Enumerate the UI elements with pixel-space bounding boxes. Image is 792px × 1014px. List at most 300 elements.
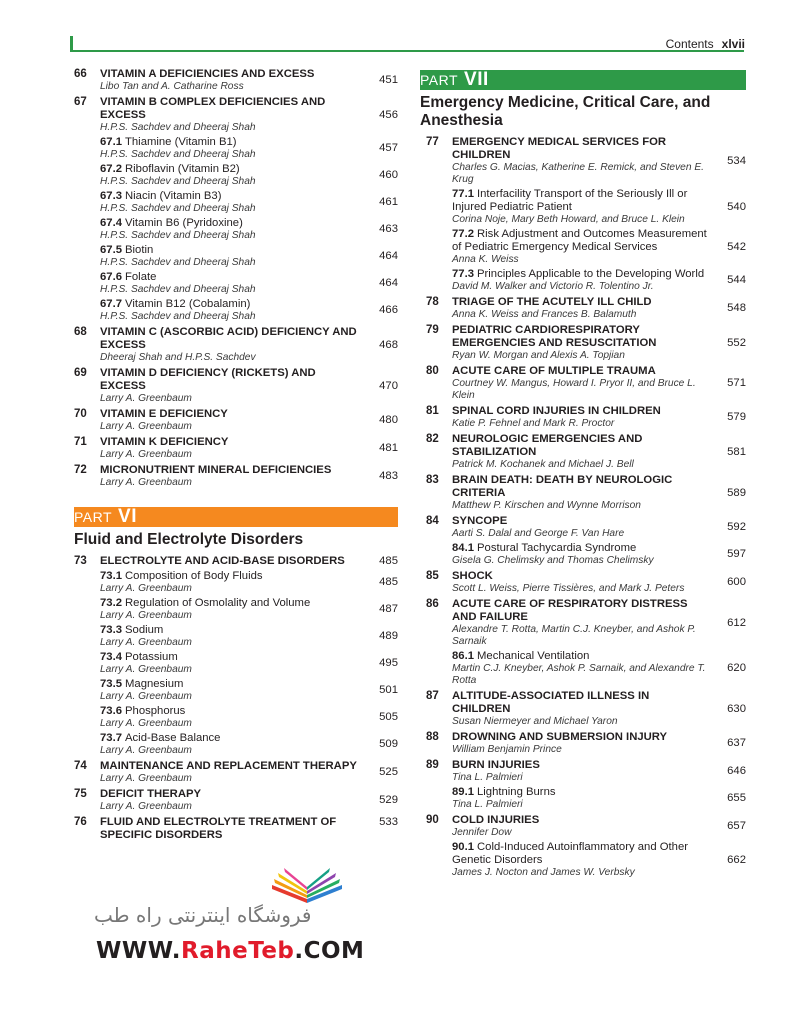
entry-number: 90 xyxy=(426,814,439,826)
subentry-title xyxy=(452,786,710,799)
subentry-body xyxy=(100,570,362,595)
entry-title: ELECTROLYTE AND ACID-BASE DISORDERS xyxy=(100,555,345,567)
toc-subentry[interactable] xyxy=(426,268,746,293)
subentry-page-number: 597 xyxy=(727,548,746,560)
entry-body xyxy=(100,788,362,813)
entry-title: DEFICIT THERAPY xyxy=(100,788,202,800)
entry-number: 74 xyxy=(74,760,87,772)
entry-title: VITAMIN B COMPLEX DEFICIENCIES AND EXCESS xyxy=(100,96,326,121)
subentry-title-text: Postural Tachycardia Syndrome xyxy=(477,542,637,554)
subentry-number: 77.3 xyxy=(452,268,474,280)
entry-number: 83 xyxy=(426,474,439,486)
subentry-title xyxy=(100,624,362,637)
entry-number: 88 xyxy=(426,731,439,743)
entry-authors: Larry A. Greenbaum xyxy=(100,393,192,404)
toc-subentry[interactable] xyxy=(74,678,398,703)
toc-entry[interactable] xyxy=(426,759,746,784)
entry-authors: Susan Niermeyer and Michael Yaron xyxy=(452,716,618,727)
subentry-title xyxy=(100,298,362,311)
toc-entry[interactable] xyxy=(426,814,746,839)
watermark-brand: RaheTeb xyxy=(180,938,295,964)
subentry-title xyxy=(452,228,710,254)
subentry-title-text: Vitamin B6 (Pyridoxine) xyxy=(125,217,243,229)
subentry-body xyxy=(100,163,362,188)
subentry-body xyxy=(452,841,710,879)
subentry-number: 73.3 xyxy=(100,624,122,636)
entry-authors: Matthew P. Kirschen and Wynne Morrison xyxy=(452,500,641,511)
entry-page-number: 612 xyxy=(727,616,746,629)
subentry-title xyxy=(100,570,362,583)
subentry-body xyxy=(452,268,710,293)
subentry-title-text: Mechanical Ventilation xyxy=(477,650,590,662)
subentry-title xyxy=(452,841,710,867)
subentry-authors: Corina Noje, Mary Beth Howard, and Bruce L. Klein xyxy=(452,214,685,225)
subentry-page-number: 485 xyxy=(379,576,398,588)
entry-authors: Aarti S. Dalal and George F. Van Hare xyxy=(452,528,625,539)
subentry-page-number: 505 xyxy=(379,711,398,723)
subentry-page-number: 463 xyxy=(379,223,398,235)
entry-page-number: 468 xyxy=(379,338,398,351)
entry-body xyxy=(452,598,710,648)
toc-subentry[interactable] xyxy=(426,228,746,266)
subentry-number: 73.7 xyxy=(100,732,122,744)
entry-authors: Jennifer Dow xyxy=(452,827,512,838)
subentry-title-text: Riboflavin (Vitamin B2) xyxy=(125,163,240,175)
entry-body xyxy=(100,816,362,842)
subentry-authors: H.P.S. Sachdev and Dheeraj Shah xyxy=(100,284,256,295)
subentry-number: 67.1 xyxy=(100,136,122,148)
entry-number: 72 xyxy=(74,464,87,476)
entry-page-number: 646 xyxy=(727,765,746,777)
subentry-title xyxy=(100,597,362,610)
subentry-title xyxy=(100,678,362,691)
subentry-authors: Larry A. Greenbaum xyxy=(100,718,192,729)
subentry-title-text: Acid-Base Balance xyxy=(125,732,221,744)
entry-number: 89 xyxy=(426,759,439,771)
entry-authors: H.P.S. Sachdev and Dheeraj Shah xyxy=(100,122,256,133)
entry-body xyxy=(452,405,710,430)
entry-page-number: 581 xyxy=(727,445,746,458)
entry-body xyxy=(452,814,710,839)
entry-title: SHOCK xyxy=(452,570,493,582)
subentry-number: 67.4 xyxy=(100,217,122,229)
subentry-title xyxy=(100,136,362,149)
toc-subentry[interactable] xyxy=(426,650,746,687)
entry-body xyxy=(100,555,362,568)
entry-page-number: 571 xyxy=(727,377,746,389)
subentry-authors: Larry A. Greenbaum xyxy=(100,745,192,756)
entry-body xyxy=(100,408,362,433)
toc-entry[interactable] xyxy=(426,598,746,648)
subentry-authors: Larry A. Greenbaum xyxy=(100,637,192,648)
entry-title: EMERGENCY MEDICAL SERVICES FOR CHILDREN xyxy=(452,136,667,161)
entry-title: SYNCOPE xyxy=(452,515,508,527)
entry-number: 85 xyxy=(426,570,439,582)
entry-page-number: 525 xyxy=(379,766,398,778)
toc-subentry[interactable] xyxy=(74,624,398,649)
subentry-number: 67.5 xyxy=(100,244,122,256)
toc-entry[interactable] xyxy=(74,96,398,134)
subentry-page-number: 464 xyxy=(379,250,398,262)
toc-entry[interactable] xyxy=(74,326,398,364)
entry-authors: Tina L. Palmieri xyxy=(452,772,523,783)
subentry-authors: Larry A. Greenbaum xyxy=(100,691,192,702)
subentry-body xyxy=(100,651,362,676)
toc-entry[interactable] xyxy=(74,367,398,405)
header-rule xyxy=(70,50,744,52)
entry-body xyxy=(100,464,362,489)
subentry-title-text: Cold-Induced Autoinflammatory and Other Genetic Disorders xyxy=(452,841,688,866)
subentry-body xyxy=(100,597,362,622)
subentry-number: 73.6 xyxy=(100,705,122,717)
left-column xyxy=(74,68,398,842)
entry-title: MICRONUTRIENT MINERAL DEFICIENCIES xyxy=(100,464,332,476)
subentry-authors: H.P.S. Sachdev and Dheeraj Shah xyxy=(100,176,256,187)
right-column xyxy=(420,70,746,879)
subentry-title xyxy=(452,268,710,281)
subentry-number: 84.1 xyxy=(452,542,474,554)
entry-number: 76 xyxy=(74,816,87,828)
entry-authors: Katie P. Fehnel and Mark R. Proctor xyxy=(452,418,615,429)
entry-page-number: 483 xyxy=(379,470,398,482)
subentry-body xyxy=(100,624,362,649)
subentry-title-text: Niacin (Vitamin B3) xyxy=(125,190,222,202)
entry-body xyxy=(100,760,362,785)
subentry-page-number: 501 xyxy=(379,684,398,696)
entry-body xyxy=(452,474,710,512)
entry-number: 66 xyxy=(74,68,87,80)
entry-title: VITAMIN C (ASCORBIC ACID) DEFICIENCY AND EXCESS xyxy=(100,326,357,351)
entry-title: BURN INJURIES xyxy=(452,759,540,771)
toc-entry[interactable] xyxy=(74,68,398,93)
entry-page-number: 470 xyxy=(379,379,398,392)
subentry-number: 86.1 xyxy=(452,650,474,662)
subentry-title xyxy=(452,650,710,663)
subentry-body xyxy=(100,678,362,703)
toc-entry[interactable] xyxy=(426,365,746,402)
subentry-authors: Martin C.J. Kneyber, Ashok P. Sarnaik, and Alexandre T. Rotta xyxy=(452,663,706,686)
subentry-title xyxy=(100,651,362,664)
subentry-page-number: 540 xyxy=(727,200,746,213)
entry-title: NEUROLOGIC EMERGENCIES AND STABILIZATION xyxy=(452,433,643,458)
entry-authors: Dheeraj Shah and H.P.S. Sachdev xyxy=(100,352,256,363)
part-label: PART xyxy=(74,509,113,525)
subentry-page-number: 457 xyxy=(379,142,398,154)
entry-number: 69 xyxy=(74,367,87,379)
entry-body xyxy=(452,365,710,402)
subentry-title xyxy=(100,244,362,257)
toc-entry[interactable] xyxy=(426,324,746,362)
subentry-number: 67.6 xyxy=(100,271,122,283)
entry-page-number: 485 xyxy=(379,555,398,567)
entry-authors: Anna K. Weiss and Frances B. Balamuth xyxy=(452,309,637,320)
subentry-authors: H.P.S. Sachdev and Dheeraj Shah xyxy=(100,311,256,322)
entry-authors: Courtney W. Mangus, Howard I. Pryor II, and Bruce L. Klein xyxy=(452,378,696,401)
toc-entry[interactable] xyxy=(426,731,746,756)
subentry-authors: James J. Nocton and James W. Verbsky xyxy=(452,867,635,878)
subentry-authors: H.P.S. Sachdev and Dheeraj Shah xyxy=(100,149,256,160)
entry-body xyxy=(452,570,710,595)
subentry-number: 77.2 xyxy=(452,228,474,240)
subentry-body xyxy=(100,190,362,215)
toc-subentry[interactable] xyxy=(426,188,746,226)
toc-entry[interactable] xyxy=(74,408,398,433)
subentry-title-text: Principles Applicable to the Developing World xyxy=(477,268,705,280)
part-heading xyxy=(74,507,398,549)
subentry-number: 89.1 xyxy=(452,786,474,798)
entry-authors: Larry A. Greenbaum xyxy=(100,773,192,784)
part-numeral: VI xyxy=(118,506,137,527)
part-title: Emergency Medicine, Critical Care, and Anesthesia xyxy=(420,94,711,129)
entry-title: MAINTENANCE AND REPLACEMENT THERAPY xyxy=(100,760,357,772)
subentry-body xyxy=(452,542,710,567)
subentry-page-number: 655 xyxy=(727,792,746,804)
entry-body xyxy=(452,515,710,540)
entry-title: ACUTE CARE OF RESPIRATORY DISTRESS AND FAILURE xyxy=(452,598,688,623)
entry-body xyxy=(452,136,710,186)
subentry-number: 73.4 xyxy=(100,651,122,663)
entry-authors: Alexandre T. Rotta, Martin C.J. Kneyber, and Ashok P. Sarnaik xyxy=(452,624,696,647)
entry-authors: Larry A. Greenbaum xyxy=(100,801,192,812)
entry-title: COLD INJURIES xyxy=(452,814,540,826)
subentry-title-text: Phosphorus xyxy=(125,705,186,717)
entry-title: VITAMIN A DEFICIENCIES AND EXCESS xyxy=(100,68,315,80)
watermark-www: WWW. xyxy=(96,938,181,964)
subentry-title-text: Composition of Body Fluids xyxy=(125,570,263,582)
entry-authors: William Benjamin Prince xyxy=(452,744,562,755)
toc-subentry[interactable] xyxy=(426,841,746,879)
subentry-title xyxy=(100,217,362,230)
subentry-page-number: 487 xyxy=(379,603,398,615)
subentry-title-text: Vitamin B12 (Cobalamin) xyxy=(125,298,251,310)
entry-number: 81 xyxy=(426,405,439,417)
entry-body xyxy=(452,296,710,321)
subentry-authors: Gisela G. Chelimsky and Thomas Chelimsky xyxy=(452,555,654,566)
entry-page-number: 548 xyxy=(727,302,746,314)
entry-title: VITAMIN K DEFICIENCY xyxy=(100,436,229,448)
toc-entry[interactable] xyxy=(426,433,746,471)
entry-authors: Larry A. Greenbaum xyxy=(100,477,192,488)
subentry-title xyxy=(100,705,362,718)
part-bar xyxy=(420,70,746,90)
toc-entry[interactable] xyxy=(426,690,746,728)
toc-subentry[interactable] xyxy=(74,570,398,595)
entry-title: FLUID AND ELECTROLYTE TREATMENT OF SPECIFIC DISORDERS xyxy=(100,816,337,841)
entry-page-number: 630 xyxy=(727,702,746,715)
entry-number: 84 xyxy=(426,515,439,527)
toc-entry[interactable] xyxy=(426,296,746,321)
toc-entry[interactable] xyxy=(74,436,398,461)
entry-authors: Larry A. Greenbaum xyxy=(100,449,192,460)
toc-subentry[interactable] xyxy=(426,786,746,811)
subentry-authors: Larry A. Greenbaum xyxy=(100,583,192,594)
toc-entry[interactable] xyxy=(74,464,398,489)
entry-number: 87 xyxy=(426,690,439,702)
entry-body xyxy=(452,731,710,756)
subentry-authors: H.P.S. Sachdev and Dheeraj Shah xyxy=(100,203,256,214)
subentry-number: 73.5 xyxy=(100,678,122,690)
entry-page-number: 534 xyxy=(727,154,746,167)
entry-number: 86 xyxy=(426,598,439,610)
entry-title: VITAMIN E DEFICIENCY xyxy=(100,408,228,420)
subentry-body xyxy=(100,705,362,730)
subentry-number: 73.1 xyxy=(100,570,122,582)
subentry-body xyxy=(100,217,362,242)
subentry-title-text: Regulation of Osmolality and Volume xyxy=(125,597,311,609)
entry-authors: Scott L. Weiss, Pierre Tissières, and Mark J. Peters xyxy=(452,583,685,594)
entry-page-number: 637 xyxy=(727,737,746,749)
toc-subentry[interactable] xyxy=(74,163,398,188)
entry-body xyxy=(100,367,362,405)
toc-entry[interactable] xyxy=(426,570,746,595)
subentry-authors: Larry A. Greenbaum xyxy=(100,610,192,621)
toc-subentry[interactable] xyxy=(426,542,746,567)
entry-number: 79 xyxy=(426,324,439,336)
toc-subentry[interactable] xyxy=(74,136,398,161)
entry-page-number: 589 xyxy=(727,486,746,499)
entry-title: ALTITUDE-ASSOCIATED ILLNESS IN CHILDREN xyxy=(452,690,650,715)
subentry-title xyxy=(100,190,362,203)
entry-page-number: 533 xyxy=(379,816,398,828)
entry-page-number: 592 xyxy=(727,521,746,533)
subentry-title-text: Biotin xyxy=(125,244,154,256)
subentry-number: 73.2 xyxy=(100,597,122,609)
part-vii-entries xyxy=(426,136,746,879)
subentry-authors: Tina L. Palmieri xyxy=(452,799,523,810)
toc-entry[interactable] xyxy=(74,555,398,568)
subentry-title xyxy=(100,271,362,284)
watermark-persian-text: فروشگاه اینترنتی راه طب xyxy=(94,903,312,927)
toc-subentry[interactable] xyxy=(74,190,398,215)
entry-number: 67 xyxy=(74,96,87,108)
toc-entry[interactable] xyxy=(426,474,746,512)
toc-entry[interactable] xyxy=(426,515,746,540)
entry-body xyxy=(452,759,710,784)
entry-body xyxy=(100,96,362,134)
entry-number: 75 xyxy=(74,788,87,800)
subentry-page-number: 461 xyxy=(379,196,398,208)
toc-entry[interactable] xyxy=(74,816,398,842)
subentry-body xyxy=(100,136,362,161)
entry-number: 73 xyxy=(74,555,87,567)
entry-number: 82 xyxy=(426,433,439,445)
part-vi-entries xyxy=(74,555,398,842)
entry-body xyxy=(452,324,710,362)
entry-title: PEDIATRIC CARDIORESPIRATORY EMERGENCIES AND RESUSCITATION xyxy=(452,324,657,349)
subentry-title xyxy=(100,163,362,176)
subentry-title-text: Lightning Burns xyxy=(477,786,556,798)
entry-title: ACUTE CARE OF MULTIPLE TRAUMA xyxy=(452,365,656,377)
subentry-page-number: 466 xyxy=(379,304,398,316)
entry-title: VITAMIN D DEFICIENCY (RICKETS) AND EXCESS xyxy=(100,367,316,392)
toc-subentry[interactable] xyxy=(74,732,398,757)
subentry-body xyxy=(452,188,710,226)
subentry-number: 90.1 xyxy=(452,841,474,853)
entry-body xyxy=(452,690,710,728)
subentry-authors: Anna K. Weiss xyxy=(452,254,519,265)
subentry-page-number: 620 xyxy=(727,662,746,674)
subentry-page-number: 542 xyxy=(727,240,746,253)
subentry-number: 67.2 xyxy=(100,163,122,175)
subentry-authors: Larry A. Greenbaum xyxy=(100,664,192,675)
entry-authors: Patrick M. Kochanek and Michael J. Bell xyxy=(452,459,634,470)
toc-subentry[interactable] xyxy=(74,597,398,622)
subentry-number: 67.7 xyxy=(100,298,122,310)
entry-page-number: 456 xyxy=(379,108,398,121)
subentry-title xyxy=(452,542,710,555)
part-numeral: VII xyxy=(464,69,489,90)
subentry-body xyxy=(100,244,362,269)
subentry-title xyxy=(100,732,362,745)
subentry-title-text: Folate xyxy=(125,271,157,283)
subentry-title-text: Risk Adjustment and Outcomes Measurement of Pediatric Emergency Medical Services xyxy=(452,228,707,253)
entry-number: 78 xyxy=(426,296,439,308)
subentry-body xyxy=(100,732,362,757)
toc-entry[interactable] xyxy=(74,760,398,785)
toc-subentry[interactable] xyxy=(74,705,398,730)
header-page-number: xlvii xyxy=(721,37,745,51)
subentry-page-number: 544 xyxy=(727,274,746,286)
subentry-authors: David M. Walker and Victorio R. Tolentino Jr. xyxy=(452,281,654,292)
entry-number: 80 xyxy=(426,365,439,377)
subentry-title-text: Magnesium xyxy=(125,678,184,690)
running-header xyxy=(666,37,745,51)
subentry-page-number: 460 xyxy=(379,169,398,181)
subentry-body xyxy=(100,298,362,323)
part-bar xyxy=(74,507,398,527)
entry-page-number: 481 xyxy=(379,442,398,454)
subentry-title xyxy=(452,188,710,214)
entry-title: SPINAL CORD INJURIES IN CHILDREN xyxy=(452,405,661,417)
toc-subentry[interactable] xyxy=(74,298,398,323)
entry-body xyxy=(100,68,362,93)
toc-subentry[interactable] xyxy=(74,651,398,676)
entry-page-number: 600 xyxy=(727,576,746,588)
subentry-number: 77.1 xyxy=(452,188,474,200)
entry-page-number: 451 xyxy=(379,74,398,86)
part-heading xyxy=(420,70,746,130)
subentry-authors: H.P.S. Sachdev and Dheeraj Shah xyxy=(100,257,256,268)
entry-page-number: 579 xyxy=(727,411,746,423)
subentry-page-number: 509 xyxy=(379,738,398,750)
entry-page-number: 657 xyxy=(727,820,746,832)
watermark-com: .COM xyxy=(294,938,365,964)
entry-authors: Charles G. Macias, Katherine E. Remick, and Steven E. Krug xyxy=(452,162,704,185)
entry-authors: Libo Tan and A. Catharine Ross xyxy=(100,81,244,92)
subentry-page-number: 489 xyxy=(379,630,398,642)
entry-page-number: 552 xyxy=(727,336,746,349)
subentry-number: 67.3 xyxy=(100,190,122,202)
entry-body xyxy=(452,433,710,471)
toc-subentry[interactable] xyxy=(74,217,398,242)
subentry-authors: H.P.S. Sachdev and Dheeraj Shah xyxy=(100,230,256,241)
subentry-title-text: Potassium xyxy=(125,651,178,663)
subentry-body xyxy=(452,650,710,687)
toc-entry[interactable] xyxy=(74,788,398,813)
subentry-body xyxy=(100,271,362,296)
entry-title: DROWNING AND SUBMERSION INJURY xyxy=(452,731,668,743)
entry-number: 68 xyxy=(74,326,87,338)
toc-subentry[interactable] xyxy=(74,244,398,269)
subentry-title-text: Interfacility Transport of the Seriously Ill or Injured Pediatric Patient xyxy=(452,188,688,213)
toc-subentry[interactable] xyxy=(74,271,398,296)
toc-entry[interactable] xyxy=(426,405,746,430)
part-label: PART xyxy=(420,72,459,88)
toc-entry[interactable] xyxy=(426,136,746,186)
subentry-page-number: 662 xyxy=(727,853,746,866)
entry-number: 70 xyxy=(74,408,87,420)
subentry-title-text: Sodium xyxy=(125,624,164,636)
